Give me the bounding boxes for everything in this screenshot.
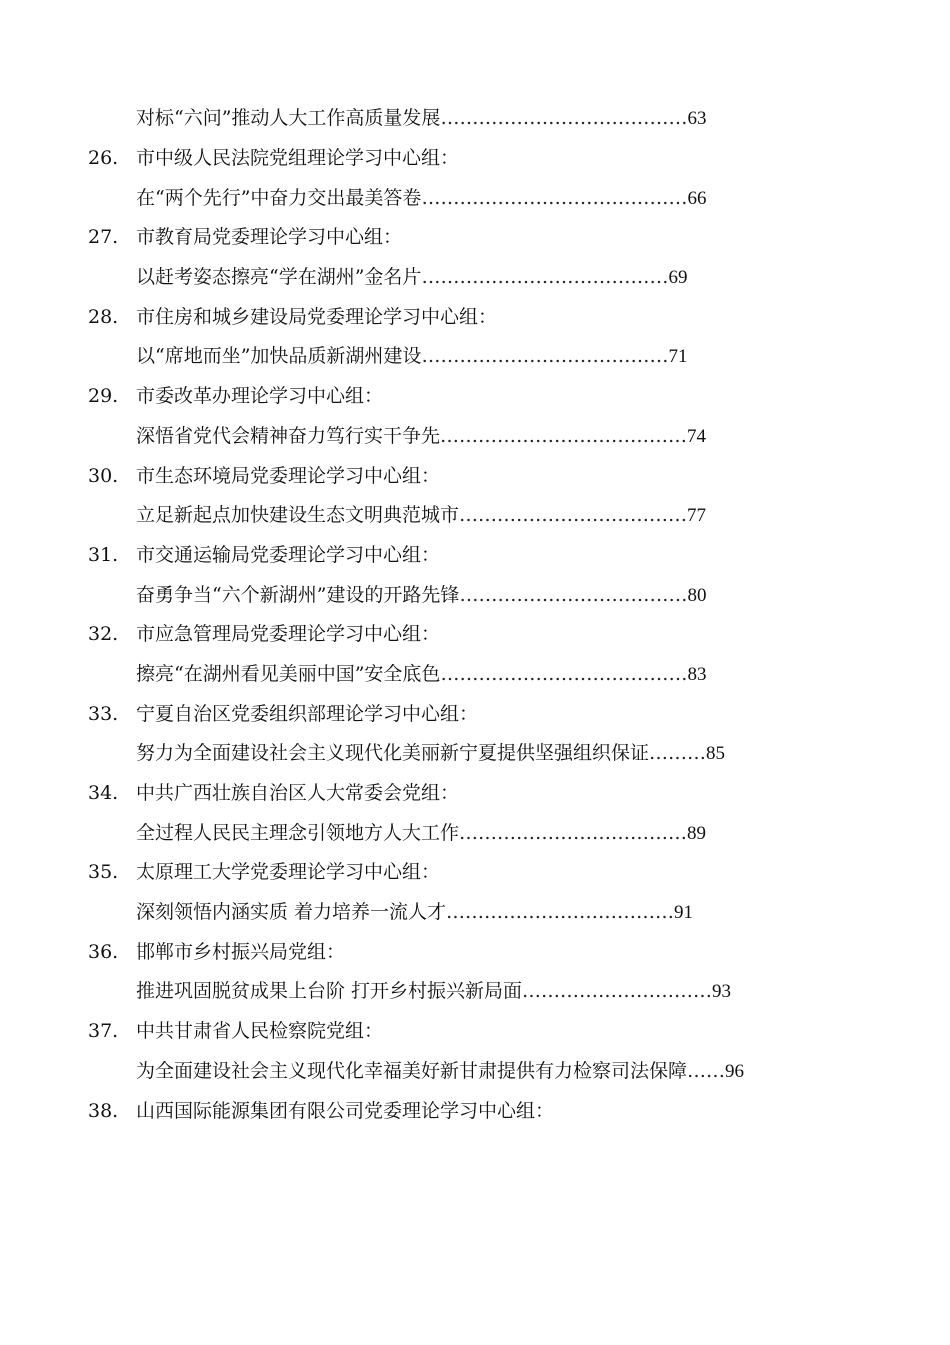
page-number: 91 (674, 902, 694, 924)
entry-title: 全过程人民民主理念引领地方人大工作 (136, 821, 460, 844)
page-number: 63 (687, 108, 707, 130)
leader-dots: ……………………………… (446, 901, 675, 924)
entry-title: 以“席地而坐”加快品质新湖州建设 (136, 345, 422, 368)
entry-title: 对标“六问”推动人大工作高质量发展 (136, 107, 441, 130)
leader-dots: ……………………………… (459, 504, 688, 527)
toc-entry-title[interactable] (0, 99, 950, 139)
page-number: 69 (668, 267, 688, 289)
entry-number: 31. (88, 543, 119, 566)
leader-dots: ……………………………… (459, 821, 688, 844)
entry-title: 深刻领悟内涵实质 着力培养一流人才 (136, 901, 447, 924)
leader-dots: ………………………… (522, 980, 713, 1003)
leader-dots: ………………………………… (421, 266, 669, 289)
entry-organization: 山西国际能源集团有限公司党委理论学习中心组： (136, 1099, 555, 1122)
entry-number: 28. (88, 305, 119, 328)
entry-number: 33. (88, 702, 119, 725)
toc-entry-title[interactable] (0, 496, 950, 536)
entry-organization: 市应急管理局党委理论学习中心组： (136, 623, 441, 646)
entry-organization: 市中级人民法院党组理论学习中心组： (136, 147, 460, 170)
entry-organization: 市教育局党委理论学习中心组： (136, 226, 403, 249)
leader-dots: ………………………………… (440, 424, 688, 447)
page-number: 71 (668, 346, 688, 368)
page-number: 80 (687, 584, 707, 606)
leader-dots: ……… (649, 742, 707, 765)
toc-entry-title[interactable] (0, 734, 950, 774)
entry-number: 27. (88, 226, 119, 249)
toc-entry-title[interactable] (0, 575, 950, 615)
entry-number: 30. (88, 464, 119, 487)
toc-entry-heading (0, 297, 950, 337)
page-number: 77 (687, 505, 707, 527)
toc-entry-heading (0, 377, 950, 417)
entry-title: 擦亮“在湖州看见美丽中国”安全底色 (136, 662, 441, 685)
leader-dots: ……………………………… (459, 583, 688, 606)
entry-organization: 市交通运输局党委理论学习中心组： (136, 543, 441, 566)
page-number: 93 (712, 981, 732, 1003)
toc-entry-heading (0, 932, 950, 972)
entry-organization: 市住房和城乡建设局党委理论学习中心组： (136, 305, 498, 328)
leader-dots: ………………………………… (421, 345, 669, 368)
entry-organization: 市委改革办理论学习中心组： (136, 385, 384, 408)
toc-entry-heading (0, 218, 950, 258)
leader-dots: …… (687, 1059, 726, 1082)
toc-entry-title[interactable] (0, 972, 950, 1012)
entry-organization: 中共广西壮族自治区人大常委会党组： (136, 782, 460, 805)
page-number: 66 (687, 187, 707, 209)
table-of-contents (0, 99, 950, 1131)
leader-dots: ………………………………… (440, 107, 688, 130)
entry-title: 推进巩固脱贫成果上台阶 打开乡村振兴新局面 (136, 980, 523, 1003)
page-number: 96 (725, 1060, 745, 1082)
entry-title: 努力为全面建设社会主义现代化美丽新宁夏提供坚强组织保证 (136, 742, 650, 765)
page-number: 83 (687, 663, 707, 685)
entry-organization: 中共甘肃省人民检察院党组： (136, 1020, 384, 1043)
entry-title: 为全面建设社会主义现代化幸福美好新甘肃提供有力检察司法保障 (136, 1059, 688, 1082)
entry-title: 立足新起点加快建设生态文明典范城市 (136, 504, 460, 527)
entry-number: 36. (88, 940, 119, 963)
entry-number: 26. (88, 147, 119, 170)
toc-entry-title[interactable] (0, 1052, 950, 1092)
page-number: 85 (706, 743, 726, 765)
entry-title: 以赶考姿态擦亮“学在湖州”金名片 (136, 266, 422, 289)
entry-number: 32. (88, 623, 119, 646)
toc-entry-heading (0, 1091, 950, 1131)
entry-title: 奋勇争当“六个新湖州”建设的开路先锋 (136, 583, 460, 606)
toc-entry-heading (0, 536, 950, 576)
toc-entry-title[interactable] (0, 813, 950, 853)
entry-number: 35. (88, 861, 119, 884)
entry-organization: 市生态环境局党委理论学习中心组： (136, 464, 441, 487)
entry-number: 37. (88, 1020, 119, 1043)
entry-title: 深悟省党代会精神奋力笃行实干争先 (136, 424, 441, 447)
toc-entry-heading (0, 853, 950, 893)
toc-entry-heading (0, 774, 950, 814)
entry-number: 34. (88, 782, 119, 805)
entry-number: 29. (88, 385, 119, 408)
leader-dots: ………………………………… (440, 662, 688, 685)
toc-entry-title[interactable] (0, 893, 950, 933)
page-number: 89 (687, 822, 707, 844)
entry-organization: 邯郸市乡村振兴局党组： (136, 940, 346, 963)
toc-entry-heading (0, 139, 950, 179)
page-number: 74 (687, 425, 707, 447)
toc-entry-title[interactable] (0, 178, 950, 218)
toc-entry-title[interactable] (0, 337, 950, 377)
toc-entry-title[interactable] (0, 417, 950, 457)
toc-entry-title[interactable] (0, 258, 950, 298)
toc-entry-heading (0, 694, 950, 734)
entry-organization: 太原理工大学党委理论学习中心组： (136, 861, 441, 884)
entry-title: 在“两个先行”中奋力交出最美答卷 (136, 186, 422, 209)
toc-entry-heading (0, 1012, 950, 1052)
entry-organization: 宁夏自治区党委组织部理论学习中心组： (136, 702, 479, 725)
toc-entry-heading (0, 615, 950, 655)
leader-dots: …………………………………… (421, 186, 688, 209)
toc-entry-title[interactable] (0, 655, 950, 695)
entry-number: 38. (88, 1099, 119, 1122)
toc-entry-heading (0, 456, 950, 496)
